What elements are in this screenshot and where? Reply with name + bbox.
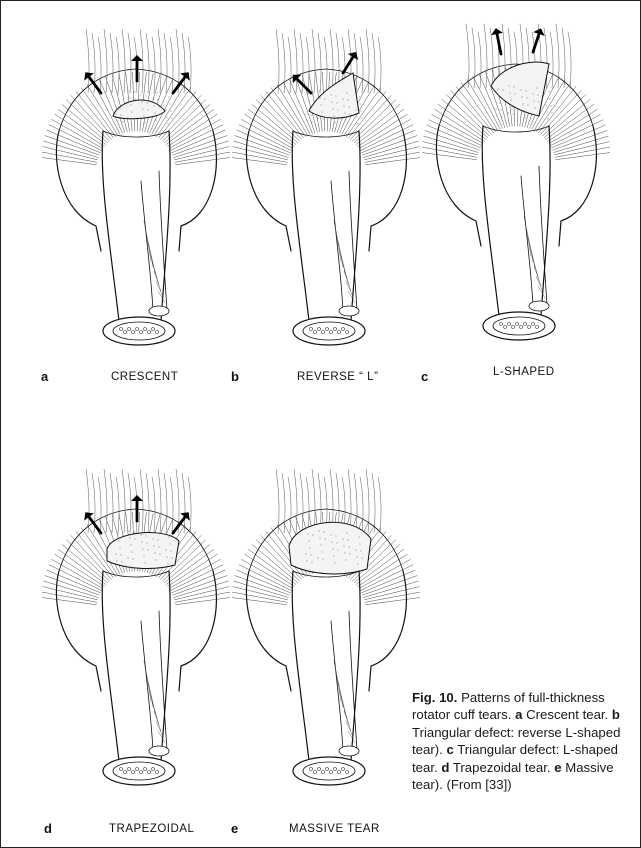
panel-name: REVERSE “ L” (297, 371, 379, 383)
caption-key-d: d (441, 759, 450, 775)
panel-a-crescent (41, 21, 231, 401)
panel-name: MASSIVE TEAR (289, 823, 380, 835)
panel-letter: c (421, 369, 429, 384)
panel-letter: a (41, 369, 49, 384)
panel-letter: d (44, 821, 52, 836)
panel-d-trapezoidal (41, 461, 231, 841)
caption-text-b: Triangular defect: reverse L-shaped tear). (412, 724, 621, 758)
caption-intro: Patterns of full-thickness rotator cuff tears. (412, 690, 605, 723)
caption-key-b: b (611, 707, 620, 723)
panel-e-massive (231, 461, 421, 841)
caption-text-c: Triangular defect: L-shaped tear. (412, 742, 619, 775)
trapezoidal-tear-drawing (41, 461, 231, 801)
caption-key-a: a (515, 707, 523, 723)
panel-c-l-shaped (421, 16, 611, 396)
panel-letter: b (231, 369, 239, 384)
massive-tear-drawing (231, 461, 421, 801)
figure-caption (412, 689, 622, 793)
l-shaped-tear-drawing (421, 16, 611, 356)
reverse-l-tear-drawing (231, 21, 421, 361)
crescent-tear-drawing (41, 21, 231, 361)
panel-name: TRAPEZOIDAL (109, 823, 195, 835)
caption-text-a: Crescent tear. (522, 707, 612, 723)
caption-key-c: c (446, 742, 454, 758)
panel-name: CRESCENT (111, 371, 179, 383)
panel-b-reverse-l (231, 21, 421, 401)
panel-name: L-SHAPED (493, 366, 555, 378)
caption-key-e: e (554, 759, 562, 775)
caption-text-d: Trapezoidal tear. (449, 759, 555, 775)
panel-letter: e (231, 821, 239, 836)
fig-label: Fig. 10. (412, 690, 458, 705)
caption-text-e: Massive tear). (From [33]) (412, 759, 614, 793)
